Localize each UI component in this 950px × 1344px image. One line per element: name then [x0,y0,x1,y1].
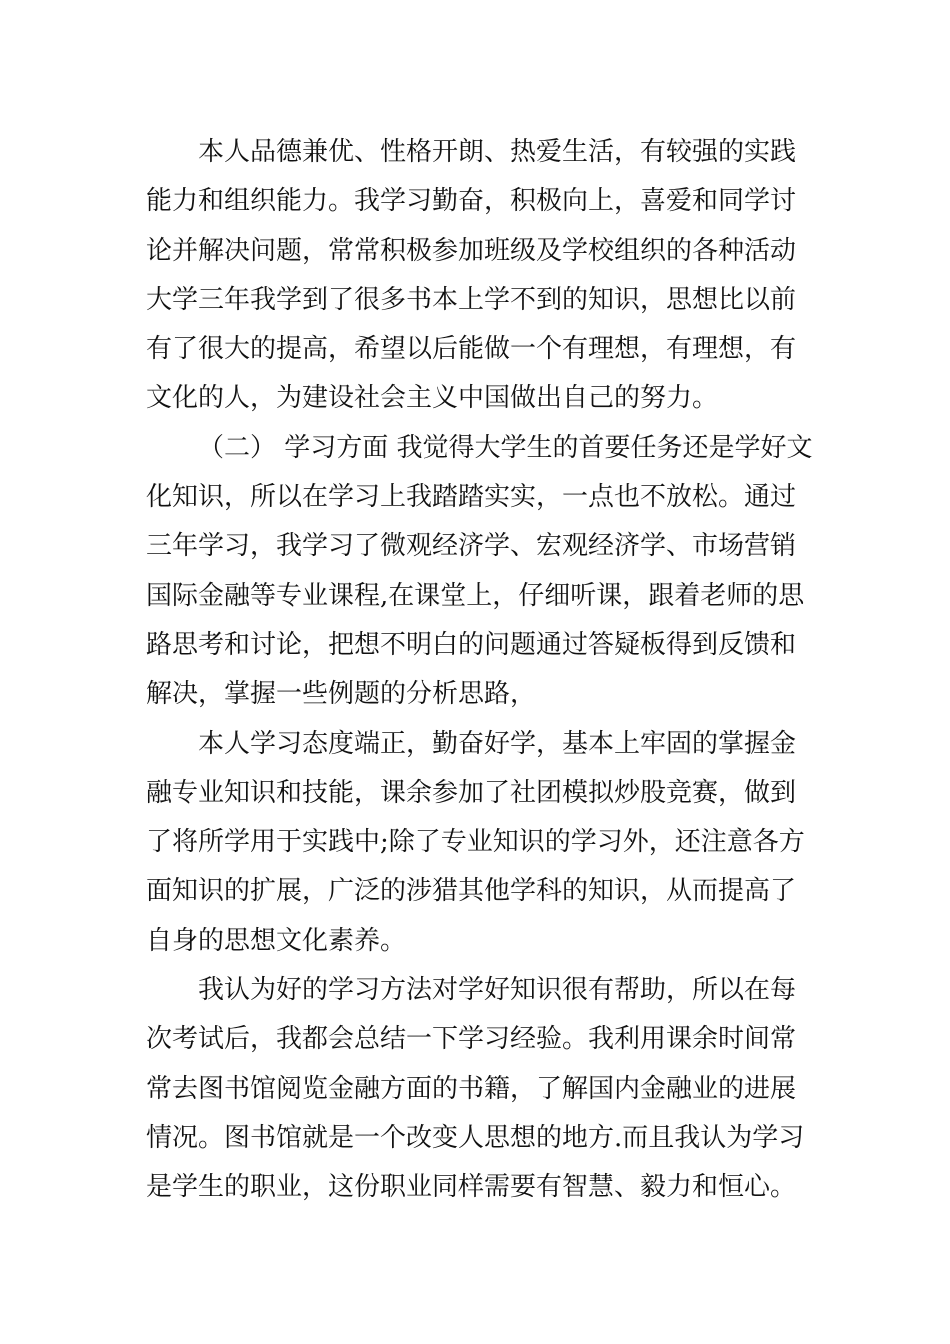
text-line: 我认为好的学习方法对学好知识很有帮助，所以在每 [198,975,797,1006]
text-line: 化知识，所以在学习上我踏踏实实，一点也不放松。通过 [146,482,797,513]
text-line: 路思考和讨论，把想不明白的问题通过答疑板得到反馈和 [146,629,797,660]
text-line: 三年学习，我学习了微观经济学、宏观经济学、市场营销 [146,531,797,562]
text-line: 能力和组织能力。我学习勤奋，积极向上，喜爱和同学讨 [146,186,797,217]
text-line: 了将所学用于实践中;除了专业知识的学习外，还注意各方 [146,827,805,858]
text-line: 本人品德兼优、性格开朗、热爱生活，有较强的实践 [198,137,797,167]
text-line: 文化的人，为建设社会主义中国做出自己的努力。 [146,383,719,414]
text-line: （二） 学习方面 我觉得大学生的首要任务还是学好文 [198,432,813,463]
text-line: 本人学习态度端正，勤奋好学，基本上牢固的掌握金 [198,728,797,759]
text-line: 解决，掌握一些例题的分析思路， [146,679,537,710]
text-line: 次考试后，我都会总结一下学习经验。我利用课余时间常 [146,1024,797,1055]
text-line: 常去图书馆阅览金融方面的书籍，了解国内金融业的进展 [146,1073,797,1104]
text-line: 论并解决问题，常常积极参加班级及学校组织的各种活动 [146,235,797,266]
text-line: 情况。图书馆就是一个改变人思想的地方.而且我认为学习 [146,1122,805,1153]
text-line: 面知识的扩展，广泛的涉猎其他学科的知识，从而提高了 [146,876,797,907]
text-line: 融专业知识和技能，课余参加了社团模拟炒股竞赛，做到 [146,777,797,808]
body-text [146,128,816,1213]
text-line: 国际金融等专业课程,在课堂上，仔细听课，跟着老师的思 [146,580,805,611]
text-line: 自身的思想文化素养。 [146,925,407,956]
text-line: 是学生的职业，这份职业同样需要有智慧、毅力和恒心。 [146,1172,797,1203]
text-line: 有了很大的提高，希望以后能做一个有理想，有理想，有 [146,334,797,365]
text-line: 大学三年我学到了很多书本上学不到的知识，思想比以前 [146,284,797,315]
